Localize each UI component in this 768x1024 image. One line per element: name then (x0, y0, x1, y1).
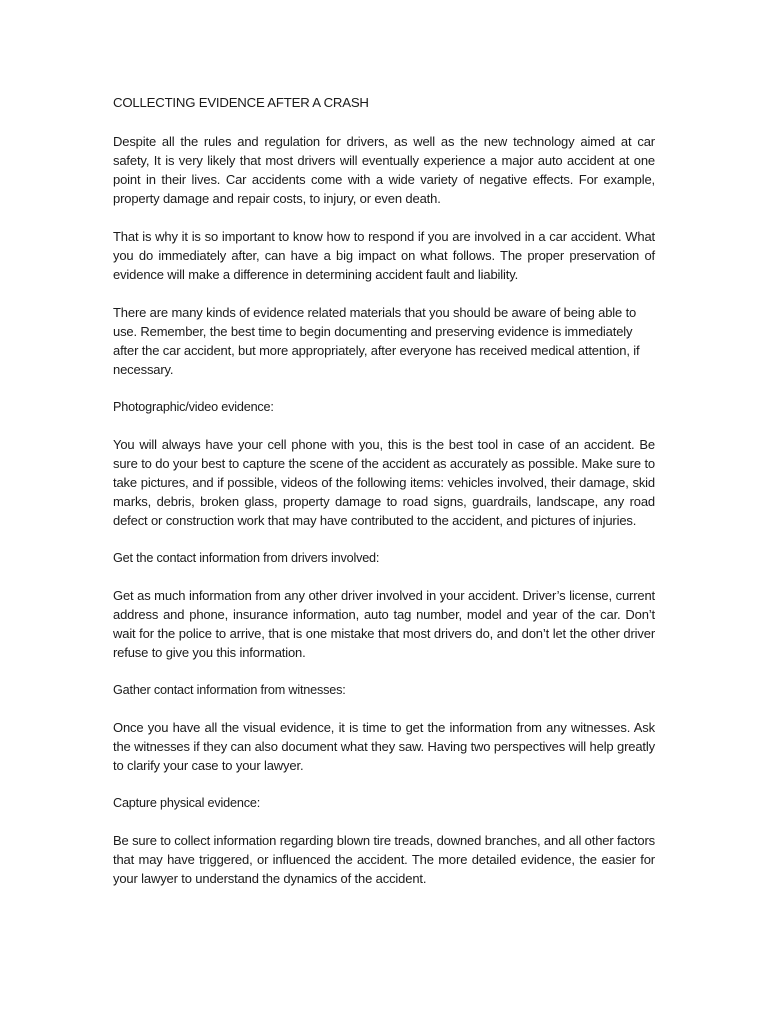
intro-paragraph-2: That is why it is so important to know how to respond if you are involved in a car accident. What you do immediately after, can have a big impact on what follows. The proper preservation of evidence will make a difference in determining accident fault and liability. (113, 229, 655, 282)
section-heading-physical: Capture physical evidence: (113, 795, 261, 810)
section-body-drivers: Get as much information from any other driver involved in your accident. Driver’s license, current address and phone, insurance information, auto tag number, model and year of the car. Don’t wait for the police to arrive, that is one mistake that most drivers do, and don’t let the other driver refuse to give you this information. (113, 588, 655, 660)
section-body-witnesses: Once you have all the visual evidence, it is time to get the information from any witnesses. Ask the witnesses if they can also document what they saw. Having two perspectives will help greatly to clarify your case to your lawyer. (113, 720, 655, 773)
section-body-photographic: You will always have your cell phone with you, this is the best tool in case of an accident. Be sure to do your best to capture the scene of the accident as accurately as possible. Make sure to take pictures, and if possible, videos of the following items: vehicles involved, their damage, skid marks, debris, broken glass, property damage to road signs, guardrails, landscape, any road defect or construction work that may have contributed to the accident, and pictures of injuries. (113, 437, 655, 528)
intro-paragraph-1: Despite all the rules and regulation for drivers, as well as the new technology aimed at car safety, It is very likely that most drivers will eventually experience a major auto accident at one point in their lives. Car accidents come with a wide variety of negative effects. For example, property damage and repair costs, to injury, or even death. (113, 134, 655, 206)
document-page (113, 94, 655, 907)
section-heading-photographic: Photographic/video evidence: (113, 399, 274, 414)
section-heading-witnesses: Gather contact information from witnesses: (113, 682, 346, 697)
section-heading-drivers: Get the contact information from drivers involved: (113, 550, 380, 565)
section-body-physical: Be sure to collect information regarding blown tire treads, downed branches, and all other factors that may have triggered, or influenced the accident. The more detailed evidence, the easier for your lawyer to understand the dynamics of the accident. (113, 833, 655, 886)
intro-paragraph-3: There are many kinds of evidence related materials that you should be aware of being able to use. Remember, the best time to begin documenting and preserving evidence is immediately after the car accident, but more appropriately, after everyone has received medical attention, if necessary. (113, 305, 640, 377)
document-title: COLLECTING EVIDENCE AFTER A CRASH (113, 95, 369, 110)
